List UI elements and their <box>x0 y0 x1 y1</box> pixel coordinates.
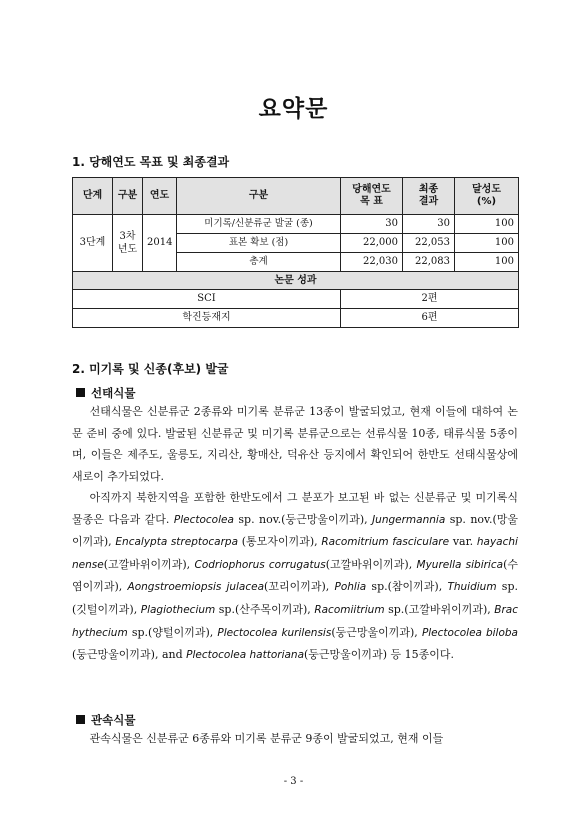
table-header-row <box>73 178 519 215</box>
final-cell: 22,053 <box>403 234 455 253</box>
square-bullet-icon <box>76 715 85 724</box>
stage-cell: 3단계 <box>73 215 113 272</box>
section-1-heading: 1. 당해연도 목표 및 최종결과 <box>72 155 230 169</box>
rate-cell: 100 <box>455 215 519 234</box>
target-cell: 22,030 <box>341 253 403 272</box>
header-category: 구분 <box>177 178 341 215</box>
square-bullet-icon <box>76 388 85 397</box>
table-row <box>73 215 519 234</box>
paper-label-cell: 학진등재지 <box>73 309 341 328</box>
vascular-heading: 관속식물 <box>76 712 135 728</box>
page-title: 요약문 <box>258 96 329 122</box>
category-cell: 총계 <box>177 253 341 272</box>
target-cell: 30 <box>341 215 403 234</box>
header-final: 최종 결과 <box>403 178 455 215</box>
final-cell: 22,083 <box>403 253 455 272</box>
table-row <box>73 309 519 328</box>
moss-heading: 선태식물 <box>76 385 135 401</box>
final-cell: 30 <box>403 215 455 234</box>
header-stage: 단계 <box>73 178 113 215</box>
page-number: - 3 - <box>283 776 304 787</box>
rate-cell: 100 <box>455 234 519 253</box>
rate-cell: 100 <box>455 253 519 272</box>
category-cell: 미기록/신분류군 발굴 (종) <box>177 215 341 234</box>
class-cell: 3차 년도 <box>113 215 143 272</box>
paper-value-cell: 2편 <box>341 290 519 309</box>
vascular-paragraph-1: 관속식물은 신분류군 6종류와 미기록 분류군 9종이 발굴되었고, 현재 이들 <box>89 732 444 745</box>
header-rate: 달성도 (%) <box>455 178 519 215</box>
header-class: 구분 <box>113 178 143 215</box>
section-2-heading: 2. 미기록 및 신종(후보) 발굴 <box>72 362 229 376</box>
table-row <box>73 290 519 309</box>
papers-header: 논문 성과 <box>73 272 519 290</box>
category-cell: 표본 확보 (점) <box>177 234 341 253</box>
header-year: 연도 <box>143 178 177 215</box>
results-table <box>72 177 519 328</box>
moss-paragraph-1: 선태식물은 신분류군 2종류와 미기록 분류군 13종이 발굴되었고, 현재 이들에 대하여 논문 준비 중에 있다. 발굴된 신분류군 및 미기록 분류군으로는 선류식물 10종, 태류식물 5종이며, 이들은 제주도, 울릉도, 지리산, 황매산, 덕유산 등지에서 확인되어 한반도 선태식물상에 새로이 추가되었다. <box>72 405 518 483</box>
header-target: 당해연도 목 표 <box>341 178 403 215</box>
paper-label-cell: SCI <box>73 290 341 309</box>
year-cell: 2014 <box>143 215 177 272</box>
moss-paragraph-2: 아직까지 북한지역을 포함한 한반도에서 그 분포가 보고된 바 없는 신분류군 및 미기록식물종은 다음과 같다. Plectocolea sp. nov.(둥근망울이끼과), Jungermannia sp. nov.(망울이끼과), Encalypta streptocarpa (통모자이끼과), Racomitrium fasciculare var. hayachinense(고깔바위이끼과), Codriophorus corrugatus(고깔바위이끼과), Myurella sibirica(수염이끼과), Aongstroemiopsis julacea(꼬리이끼과), Pohlia sp.(참이끼과), Thuidium sp.(깃털이끼과), Plagiothecium sp.(산주목이끼과), Racomiitrium sp.(고깔바위이끼과), Brachythecium sp.(양털이끼과), Plectocolea kurilensis(둥근망울이끼과), Plectocolea biloba(둥근망울이끼과), and Plectocolea hattoriana(둥근망울이끼과) 등 15종이다. <box>72 491 519 662</box>
target-cell: 22,000 <box>341 234 403 253</box>
paper-value-cell: 6편 <box>341 309 519 328</box>
papers-header-row <box>73 272 519 290</box>
